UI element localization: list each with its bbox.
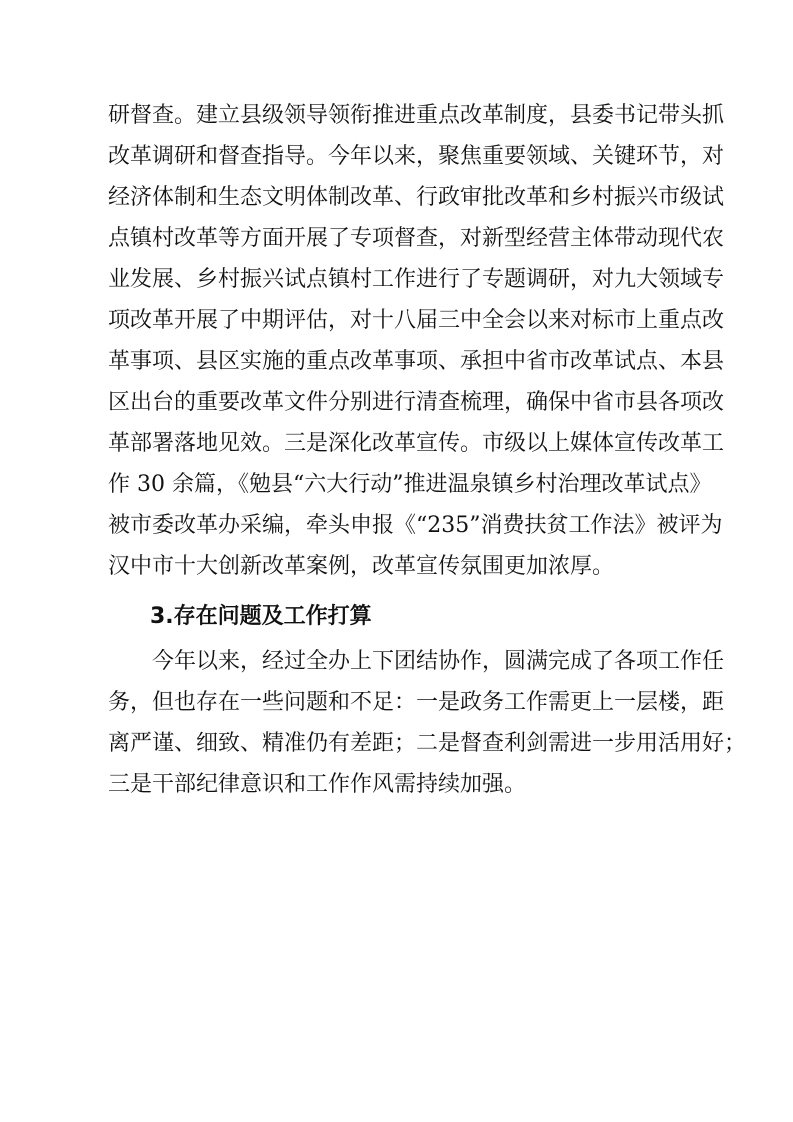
paragraph-line: 区出台的重要改革文件分别进行清查梳理，确保中省市县各项改 xyxy=(108,390,725,415)
paragraph-line: 改革调研和督查指导。今年以来，聚焦重要领域、关键环节，对 xyxy=(108,144,725,169)
paragraph-line: 被市委改革办采编，牵头申报《“235”消费扶贫工作法》被评为 xyxy=(108,513,723,538)
paragraph-line: 作 30 余篇，《勉县“六大行动”推进温泉镇乡村治理改革试点》 xyxy=(108,472,712,497)
paragraph-line: 务，但也存在一些问题和不足：一是政务工作需更上一层楼，距 xyxy=(108,690,725,715)
paragraph-line: 今年以来，经过全办上下团结协作，圆满完成了各项工作任 xyxy=(152,649,725,674)
paragraph-line: 经济体制和生态文明体制改革、行政审批改革和乡村振兴市级试 xyxy=(108,185,725,210)
paragraph-line: 项改革开展了中期评估，对十八届三中全会以来对标市上重点改 xyxy=(108,308,725,333)
paragraph-line: 离严谨、细致、精准仍有差距；二是督查利剑需进一步用活用好； xyxy=(108,731,747,756)
paragraph-line: 革事项、县区实施的重点改革事项、承担中省市改革试点、本县 xyxy=(108,349,725,374)
paragraph-line: 三是干部纪律意识和工作作风需持续加强。 xyxy=(108,772,527,797)
paragraph-line: 革部署落地见效。三是深化改革宣传。市级以上媒体宣传改革工 xyxy=(108,431,725,456)
paragraph-line: 业发展、乡村振兴试点镇村工作进行了专题调研，对九大领域专 xyxy=(108,267,725,292)
paragraph-line: 汉中市十大创新改革案例，改革宣传氛围更加浓厚。 xyxy=(108,554,615,579)
section-heading: 3.存在问题及工作打算 xyxy=(150,604,372,629)
paragraph-line: 研督查。建立县级领导领衔推进重点改革制度，县委书记带头抓 xyxy=(108,103,725,128)
paragraph-line: 点镇村改革等方面开展了专项督查，对新型经营主体带动现代农 xyxy=(108,226,725,251)
